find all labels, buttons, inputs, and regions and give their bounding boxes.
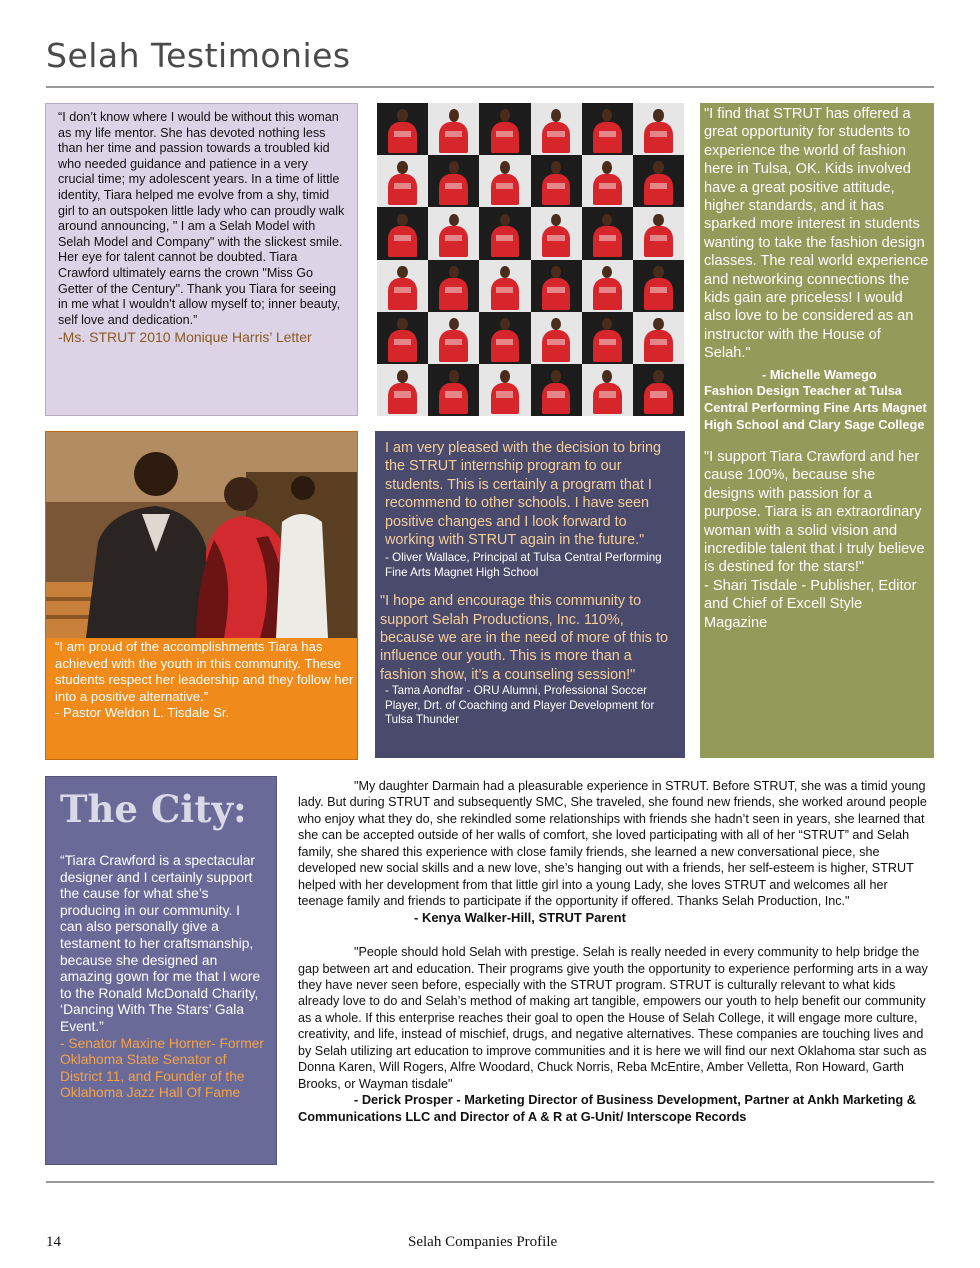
shirt-logo: [547, 235, 564, 241]
collage-photo-tile: [582, 103, 633, 155]
model-red-shirt: [491, 278, 520, 309]
paragraph-spacer: [298, 926, 934, 944]
model-red-shirt: [644, 122, 673, 153]
collage-photo-tile: [633, 103, 684, 155]
shari-attribution: - Shari Tisdale - Publisher, Editor and Chief of Excell Style Magazine: [704, 577, 917, 631]
model-head: [551, 370, 561, 383]
city-quote: “Tiara Crawford is a spectacular designer and I certainly support the cause for what she’s producing in our community. I can also personally give a testament to her craftsmanship, because she designed an amazing gown for me that I wore to the Ronald McDonald Charity, ‘Dancing With The Stars’ Gala Event.”: [60, 853, 261, 1034]
model-head: [500, 214, 510, 227]
shirt-logo: [547, 183, 564, 189]
strut-models-photo-collage: [377, 103, 684, 416]
shirt-logo: [547, 287, 564, 293]
collage-photo-tile: [479, 207, 530, 259]
model-head: [602, 266, 612, 279]
collage-photo-tile: [531, 103, 582, 155]
parent-and-partner-testimonies: [298, 778, 934, 1125]
shirt-logo: [394, 339, 411, 345]
model-red-shirt: [388, 383, 417, 414]
page-title: Selah Testimonies: [46, 36, 351, 75]
model-head: [551, 214, 561, 227]
model-red-shirt: [388, 122, 417, 153]
model-red-shirt: [593, 226, 622, 257]
shirt-logo: [650, 339, 667, 345]
collage-photo-tile: [377, 103, 428, 155]
model-head: [500, 370, 510, 383]
model-red-shirt: [593, 383, 622, 414]
shirt-logo: [650, 287, 667, 293]
collage-photo-tile: [633, 260, 684, 312]
collage-photo-tile: [531, 155, 582, 207]
collage-photo-tile: [428, 155, 479, 207]
shirt-logo: [547, 391, 564, 397]
model-head: [653, 266, 663, 279]
header-divider: [46, 86, 934, 88]
shirt-logo: [599, 391, 616, 397]
michelle-title: Fashion Design Teacher at Tulsa Central Performing Fine Arts Magnet High School and Clary Sage College: [704, 383, 927, 433]
collage-photo-tile: [582, 364, 633, 416]
city-heading: The City:: [60, 787, 247, 831]
page-number: 14: [46, 1234, 61, 1250]
collage-photo-tile: [633, 155, 684, 207]
model-head: [602, 214, 612, 227]
shirt-logo: [496, 183, 513, 189]
collage-photo-tile: [479, 364, 530, 416]
shirt-logo: [650, 391, 667, 397]
shirt-logo: [394, 131, 411, 137]
shirt-logo: [445, 339, 462, 345]
model-head: [449, 161, 459, 174]
model-red-shirt: [439, 226, 468, 257]
model-head: [653, 370, 663, 383]
kenya-attribution: - Kenya Walker-Hill, STRUT Parent: [414, 909, 626, 925]
model-head: [500, 318, 510, 331]
model-red-shirt: [388, 174, 417, 205]
city-testimony-box: [45, 776, 277, 1165]
shirt-logo: [445, 287, 462, 293]
model-head: [397, 266, 407, 279]
michelle-name: - Michelle Wamego: [762, 366, 877, 382]
model-head: [653, 318, 663, 331]
model-red-shirt: [542, 383, 571, 414]
collage-photo-tile: [633, 312, 684, 364]
model-red-shirt: [644, 226, 673, 257]
model-red-shirt: [542, 122, 571, 153]
collage-photo-tile: [582, 312, 633, 364]
model-head: [397, 370, 407, 383]
collage-photo-tile: [377, 207, 428, 259]
footer-divider: [46, 1181, 934, 1183]
model-head: [551, 161, 561, 174]
model-head: [500, 266, 510, 279]
shirt-logo: [599, 339, 616, 345]
michelle-quote: "I find that STRUT has offered a great opportunity for students to experience the world of fashion here in Tulsa, OK. Kids involved have a great positive attitude, higher standards, and it has sparked more interest in students wanting to take the fashion design classes. The real world experience and networking connections the kids gain are priceless! I would also love to be considered as an instructor with the House of Selah.": [704, 106, 929, 362]
shirt-logo: [496, 235, 513, 241]
model-head: [397, 161, 407, 174]
shirt-logo: [547, 131, 564, 137]
model-head: [449, 266, 459, 279]
shirt-logo: [650, 235, 667, 241]
model-head: [602, 109, 612, 122]
weldon-quote: “I am proud of the accomplishments Tiara has achieved with the youth in this community. These students respect her leadership and they follow her into a positive alternative.”: [55, 639, 354, 704]
collage-photo-tile: [531, 207, 582, 259]
shirt-logo: [599, 131, 616, 137]
collage-photo-tile: [479, 260, 530, 312]
oliver-attribution: - Oliver Wallace, Principal at Tulsa Central Performing Fine Arts Magnet High School: [385, 551, 662, 579]
model-head: [551, 266, 561, 279]
model-head: [602, 318, 612, 331]
model-head: [602, 161, 612, 174]
weldon-testimony-box: [45, 431, 358, 760]
shirt-logo: [394, 235, 411, 241]
model-head: [397, 109, 407, 122]
model-red-shirt: [542, 330, 571, 361]
model-red-shirt: [644, 174, 673, 205]
pastor-photo-illustration: [46, 432, 357, 638]
shirt-logo: [394, 391, 411, 397]
model-head: [551, 318, 561, 331]
model-red-shirt: [644, 278, 673, 309]
collage-photo-tile: [479, 312, 530, 364]
collage-photo-tile: [428, 103, 479, 155]
collage-photo-tile: [377, 364, 428, 416]
model-red-shirt: [439, 122, 468, 153]
weldon-text: [55, 639, 355, 722]
collage-photo-tile: [377, 312, 428, 364]
monique-testimony-box: [45, 103, 358, 416]
collage-photo-tile: [377, 155, 428, 207]
shirt-logo: [496, 131, 513, 137]
shirt-logo: [496, 391, 513, 397]
collage-photo-tile: [428, 312, 479, 364]
kenya-quote: "My daughter Darmain had a pleasurable experience in STRUT. Before STRUT, she was a timid young lady. But during STRUT and subsequently SMC, She traveled, she found new friends, she worked around people who enjoy what they do, she rekindled some relationships with friends she hadn’t seen in years, she learned that she can be accepted outside of her walls of comfort, she loved participating with all of her “STRUT” and Selah family, she shared this experience with close family friends, she learned a new conversational piece, she developed new social skills and a new love, she’s hanging out with a friends, her self-esteem is higher, STRUT helped with her development from that little girl into a young Lady, she loves STRUT and welcomes all her teenage family and friends to participate if the opportunity if offered. Thanks Selah Production, Inc.": [298, 779, 927, 909]
model-red-shirt: [593, 330, 622, 361]
model-red-shirt: [491, 383, 520, 414]
collage-photo-tile: [428, 207, 479, 259]
model-red-shirt: [593, 278, 622, 309]
model-red-shirt: [439, 174, 468, 205]
model-red-shirt: [542, 278, 571, 309]
michelle-testimony-box: [700, 103, 934, 758]
shirt-logo: [445, 131, 462, 137]
collage-photo-tile: [377, 260, 428, 312]
shirt-logo: [599, 287, 616, 293]
weldon-attribution: - Pastor Weldon L. Tisdale Sr.: [55, 705, 230, 721]
oliver-quote: I am very pleased with the decision to bring the STRUT internship program to our students. This is certainly a program that I recommend to other schools. I have seen positive changes and I look forward to working with STRUT again in the future.": [385, 440, 661, 549]
shirt-logo: [496, 287, 513, 293]
model-red-shirt: [491, 174, 520, 205]
collage-photo-tile: [633, 207, 684, 259]
derick-attribution: - Derick Prosper - Marketing Director of Business Development, Partner at Ankh Marketing & Communications LLC and Director of A & R at G-Unit/ Interscope Records: [298, 1092, 917, 1124]
collage-photo-tile: [582, 207, 633, 259]
model-red-shirt: [644, 383, 673, 414]
derick-quote: "People should hold Selah with prestige. Selah is really needed in every community to help bridge the gap between art and education. Their programs give youth the opportunity to experience performing arts in a way they have never seen before, especially with the STRUT program. STRUT is culturally relevant to what kids already love to do and Selah’s method of making art tangible, empowers our youth to help benefit our community as a whole. If this enterprise reaches their goal to open the House of Selah College, it will engage more culture, creativity, and life, instead of mischief, drugs, and negative alternatives. These companies are touching lives and by Selah utilizing art education to improve communities and it is here we will find our next Oklahoma star such as Donna Karen, Will Rogers, Alfre Woodard, Chuck Norris, Reba McEntire, Amber Velletta, Ron Howard, Garth Brooks, or Wayman tisdale": [298, 945, 928, 1091]
model-head: [500, 161, 510, 174]
model-red-shirt: [491, 122, 520, 153]
model-red-shirt: [644, 330, 673, 361]
model-red-shirt: [593, 174, 622, 205]
collage-photo-tile: [582, 155, 633, 207]
model-red-shirt: [388, 278, 417, 309]
tama-attribution: - Tama Aondfar - ORU Alumni, Professional Soccer Player, Drt. of Coaching and Player Development for Tulsa Thunder: [385, 684, 655, 727]
shirt-logo: [445, 235, 462, 241]
model-red-shirt: [491, 226, 520, 257]
model-head: [551, 109, 561, 122]
model-head: [397, 214, 407, 227]
model-red-shirt: [439, 383, 468, 414]
shirt-logo: [496, 339, 513, 345]
monique-signature: -Ms. STRUT 2010 Monique Harris’ Letter: [58, 329, 312, 346]
model-red-shirt: [593, 122, 622, 153]
model-red-shirt: [388, 226, 417, 257]
model-head: [653, 109, 663, 122]
collage-photo-tile: [531, 260, 582, 312]
tama-quote: "I hope and encourage this community to support Selah Productions, Inc. 110%, because we are in the need of more of this to influence our youth. This is more than a fashion show, it’s a counseling session!": [380, 593, 668, 683]
collage-photo-tile: [633, 364, 684, 416]
shirt-logo: [547, 339, 564, 345]
michelle-attribution: [704, 367, 929, 434]
collage-photo-tile: [428, 260, 479, 312]
shirt-logo: [599, 235, 616, 241]
model-red-shirt: [542, 174, 571, 205]
model-red-shirt: [439, 278, 468, 309]
pastor-weldon-photo: [46, 432, 357, 638]
model-head: [653, 161, 663, 174]
shirt-logo: [650, 131, 667, 137]
oliver-tama-testimony-box: [375, 431, 685, 758]
model-head: [397, 318, 407, 331]
collage-photo-tile: [531, 364, 582, 416]
shirt-logo: [445, 391, 462, 397]
shirt-logo: [445, 183, 462, 189]
model-red-shirt: [491, 330, 520, 361]
model-red-shirt: [542, 226, 571, 257]
collage-photo-tile: [531, 312, 582, 364]
model-red-shirt: [439, 330, 468, 361]
footer-title: Selah Companies Profile: [408, 1234, 558, 1250]
shirt-logo: [599, 183, 616, 189]
model-head: [449, 109, 459, 122]
city-attribution: - Senator Maxine Horner- Former Oklahoma State Senator of District 11, and Founder of the Oklahoma Jazz Hall Of Fame: [60, 1035, 264, 1101]
model-red-shirt: [388, 330, 417, 361]
monique-quote: “I don’t know where I would be without this woman as my life mentor. She has devoted nothing less than her time and passion towards a troubled kid who needed guidance and patience in a very crucial time; my adolescent years. In a time of little identity, Tiara helped me evolve from a shy, timid girl to an outspoken little lady who can proudly walk around announcing, " I am a Selah Model with Selah Model and Company" with the slickest smile. Her eye for talent cannot be doubted. Tiara Crawford ultimately earns the crown "Miss Go Getter of the Century". Thank you Tiara for seeing in me what I wouldn't allow myself to; inner beauty, self love and dedication.”: [58, 110, 345, 327]
collage-photo-tile: [582, 260, 633, 312]
model-head: [653, 214, 663, 227]
shari-quote: "I support Tiara Crawford and her cause 100%, because she designs with passion for a purpose. Tiara is an extraordinary woman with a solid vision and incredible talent that I truly believe is destined for the stars!": [704, 448, 925, 576]
model-head: [602, 370, 612, 383]
model-head: [449, 370, 459, 383]
shirt-logo: [394, 183, 411, 189]
model-head: [449, 318, 459, 331]
collage-photo-tile: [479, 103, 530, 155]
model-head: [500, 109, 510, 122]
collage-photo-tile: [428, 364, 479, 416]
model-head: [449, 214, 459, 227]
shirt-logo: [394, 287, 411, 293]
collage-photo-tile: [479, 155, 530, 207]
shirt-logo: [650, 183, 667, 189]
